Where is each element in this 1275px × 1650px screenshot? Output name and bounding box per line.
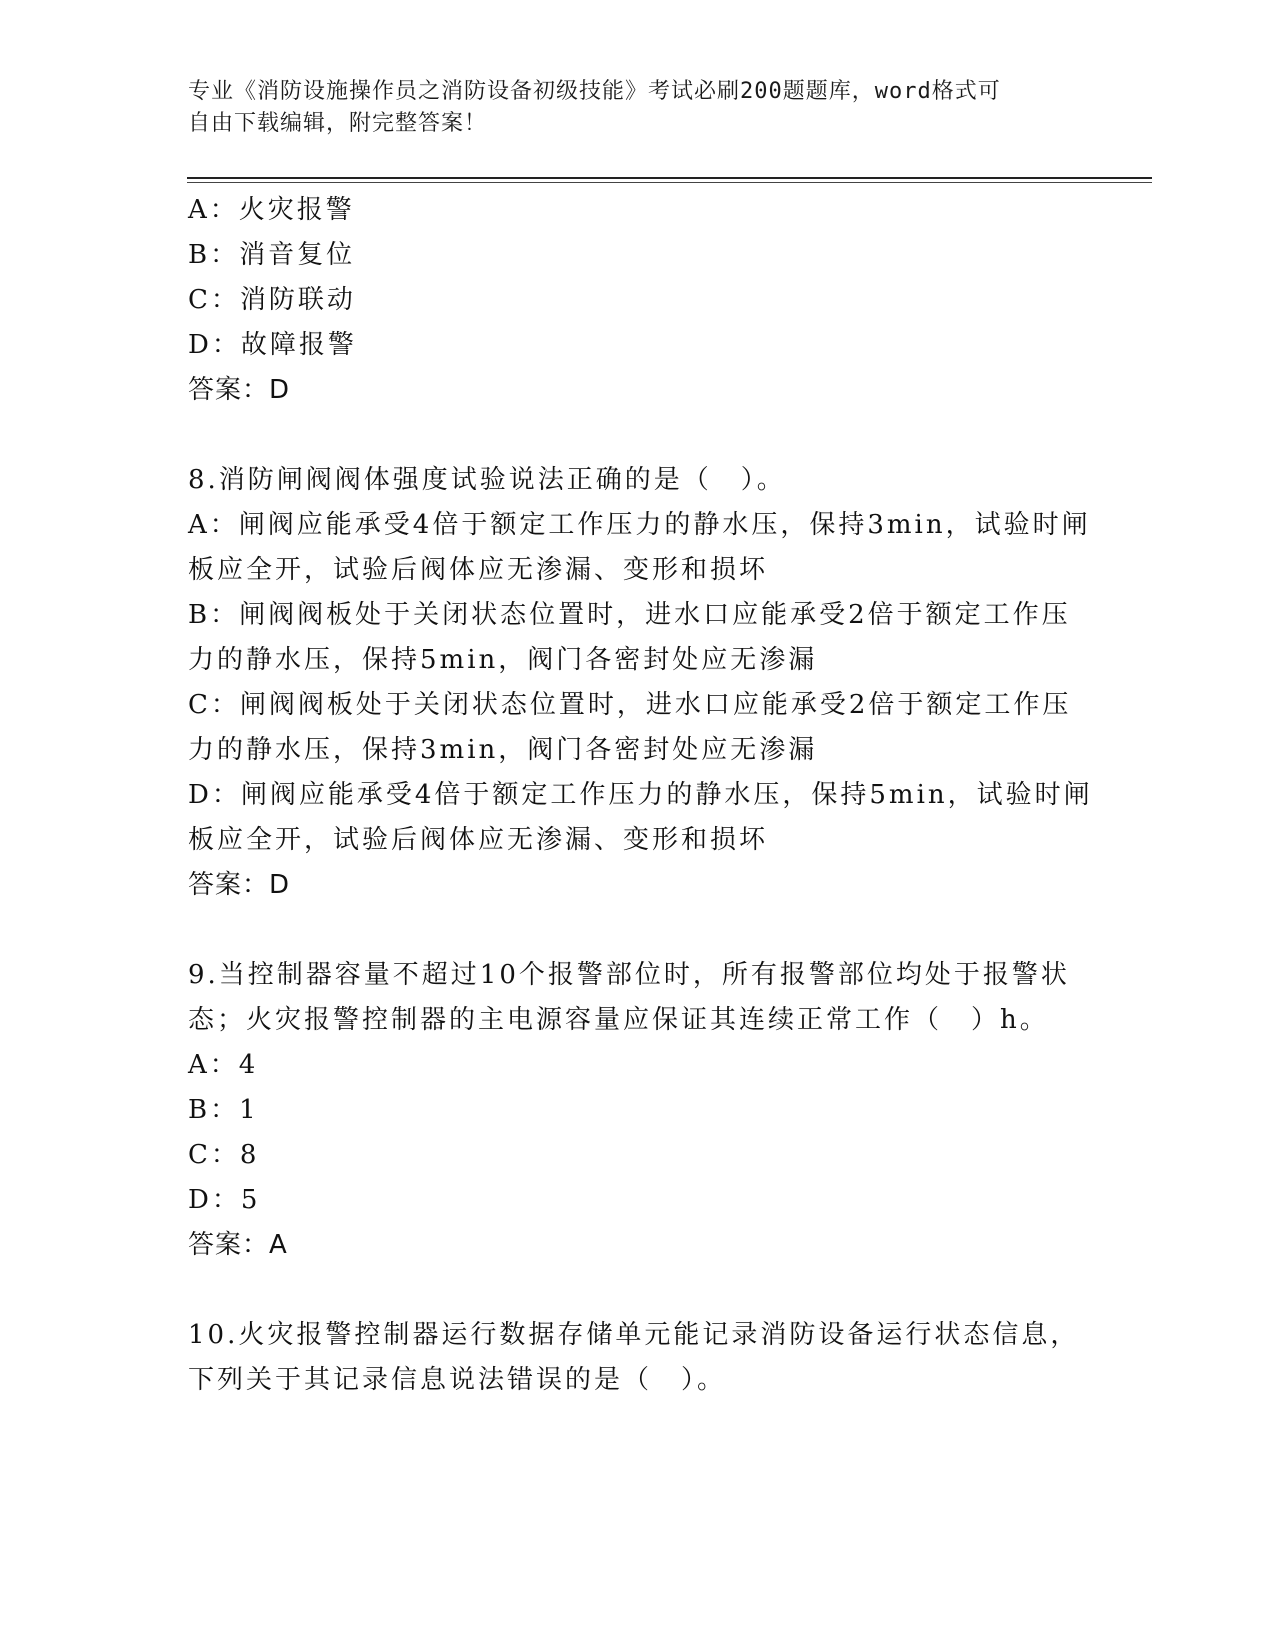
question-list: [188, 188, 1093, 1403]
q8-option-c-line-1: C：闸阀阀板处于关闭状态位置时，进水口应能承受2倍于额定工作压: [188, 690, 1072, 720]
question-9: [188, 953, 1088, 1268]
q9-option-d: D：5: [188, 1185, 261, 1215]
q8-answer: 答案：D: [188, 870, 291, 900]
q9-question-line-2: 态；火灾报警控制器的主电源容量应保证其连续正常工作（ ）h。: [188, 1005, 1049, 1035]
spacer: [188, 413, 1088, 458]
spacer: [188, 908, 1088, 953]
q8-question: 8.消防闸阀阀体强度试验说法正确的是（ ）。: [188, 465, 786, 495]
header-line-2: 自由下载编辑，附完整答案！: [188, 111, 488, 136]
q8-option-a-line-1: A：闸阀应能承受4倍于额定工作压力的静水压，保持3min，试验时闸: [188, 510, 1091, 540]
q9-option-b: B：1: [188, 1095, 259, 1125]
header-line-1: 专业《消防设施操作员之消防设备初级技能》考试必刷200题题库，word格式可: [188, 79, 1001, 104]
q8-option-a-line-2: 板应全开，试验后阀体应无渗漏、变形和损坏: [188, 555, 769, 585]
spacer: [188, 1268, 1088, 1313]
q8-option-b-line-2: 力的静水压，保持5min，阀门各密封处应无渗漏: [188, 645, 818, 675]
question-10: [188, 1313, 1088, 1403]
q9-question-line-1: 9.当控制器容量不超过10个报警部位时，所有报警部位均处于报警状: [188, 960, 1070, 990]
header-rule-thin: [187, 182, 1152, 183]
q7-option-a: A：火灾报警: [188, 195, 355, 225]
q7-option-d: D：故障报警: [188, 330, 357, 360]
q7-option-b: B：消音复位: [188, 240, 356, 270]
question-8: [188, 458, 1093, 908]
q9-option-c: C：8: [188, 1140, 260, 1170]
q8-option-d-line-1: D：闸阀应能承受4倍于额定工作压力的静水压，保持5min，试验时闸: [188, 780, 1093, 810]
q8-option-c-line-2: 力的静水压，保持3min，阀门各密封处应无渗漏: [188, 735, 818, 765]
q8-option-b-line-1: B：闸阀阀板处于关闭状态位置时，进水口应能承受2倍于额定工作压: [188, 600, 1071, 630]
q9-option-a: A：4: [188, 1050, 259, 1080]
q10-question-line-2: 下列关于其记录信息说法错误的是（ ）。: [188, 1365, 727, 1395]
question-7: [188, 188, 1088, 413]
q7-answer: 答案：D: [188, 375, 291, 405]
q10-question-line-1: 10.火灾报警控制器运行数据存储单元能记录消防设备运行状态信息，: [188, 1320, 1080, 1350]
q9-answer: 答案：A: [188, 1230, 288, 1260]
q7-option-c: C：消防联动: [188, 285, 356, 315]
header-rule-thick: [187, 177, 1152, 179]
q8-option-d-line-2: 板应全开，试验后阀体应无渗漏、变形和损坏: [188, 825, 769, 855]
page-header: [188, 76, 1068, 140]
